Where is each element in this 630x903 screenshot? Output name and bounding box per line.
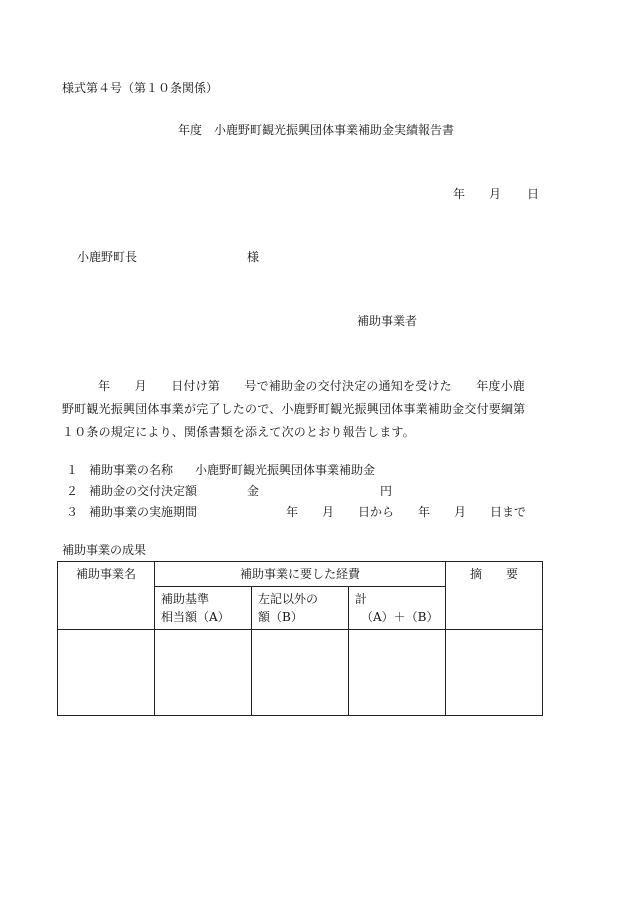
list-item	[62, 481, 582, 502]
item-value: 小鹿野町観光振興団体事業補助金	[195, 463, 376, 477]
header-expenses: 補助事業に要した経費	[155, 562, 446, 587]
cell-standard-amount[interactable]	[155, 630, 252, 716]
table-row	[58, 630, 543, 716]
body-line-2: 野町観光振興団体事業が完了したので、小鹿野町観光振興団体事業補助金交付要綱第	[62, 402, 526, 416]
date-month: 月	[489, 187, 502, 201]
cell-other-amount[interactable]	[252, 630, 349, 716]
cell-total[interactable]	[349, 630, 446, 716]
list-item	[62, 502, 582, 523]
header-total: 計 （A）＋（B）	[349, 587, 446, 630]
body-paragraph	[62, 375, 572, 444]
item-number: ２	[66, 484, 79, 498]
item-label: 補助金の交付決定額	[89, 484, 198, 498]
date-year: 年	[453, 187, 466, 201]
applicant-label: 補助事業者	[357, 314, 418, 328]
item-value: 金	[247, 484, 260, 498]
form-number: 様式第４号（第１０条関係）	[62, 81, 219, 95]
header-other-amount: 左記以外の 額（B）	[252, 587, 349, 630]
report-date	[453, 186, 539, 202]
item-number: １	[66, 463, 79, 477]
results-caption: 補助事業の成果	[62, 543, 147, 557]
date-day: 日	[527, 187, 540, 201]
item-label: 補助事業の名称	[89, 463, 174, 477]
item-label: 補助事業の実施期間	[89, 505, 198, 519]
item-unit: 円	[380, 484, 393, 498]
document-title	[178, 122, 454, 138]
cell-remarks[interactable]	[446, 630, 543, 716]
results-table	[57, 561, 543, 716]
cell-project-name[interactable]	[58, 630, 155, 716]
title-main: 小鹿野町観光振興団体事業補助金実績報告書	[214, 123, 455, 137]
addressee	[77, 249, 260, 265]
addressee-honorific: 様	[247, 250, 260, 264]
item-list	[62, 460, 582, 523]
header-remarks: 摘 要	[446, 562, 543, 630]
title-year-prefix: 年度	[178, 123, 203, 137]
body-line-3: １０条の規定により、関係書類を添えて次のとおり報告します。	[62, 425, 415, 439]
item-number: ３	[66, 505, 79, 519]
header-standard-amount: 補助基準 相当額（A）	[155, 587, 252, 630]
header-project-name: 補助事業名	[58, 562, 155, 630]
item-value: 年 月 日から 年 月 日まで	[286, 505, 527, 519]
body-line-1: 年 月 日付け第 号で補助金の交付決定の通知を受けた 年度小鹿	[98, 379, 526, 393]
addressee-name: 小鹿野町長	[77, 250, 138, 264]
list-item	[62, 460, 582, 481]
